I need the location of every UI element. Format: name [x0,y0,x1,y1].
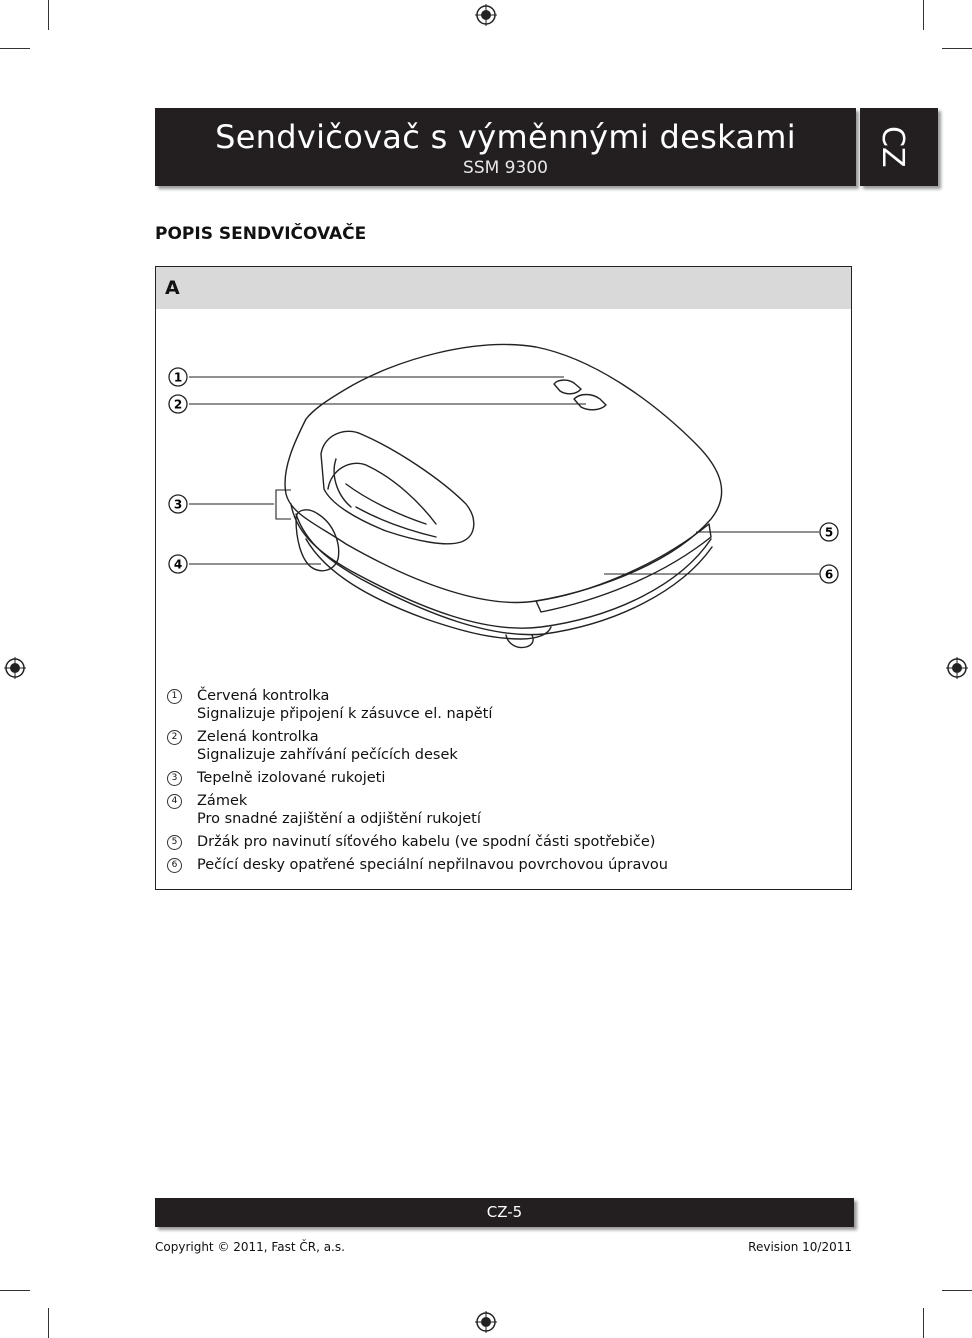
registration-mark-icon [475,4,497,26]
callout-4: 4 [173,557,183,572]
legend-item [167,833,827,851]
registration-mark-icon [946,657,968,679]
crop-mark [0,48,30,49]
figure-header [156,267,851,309]
callout-1: 1 [173,370,183,385]
legend-item [167,687,827,723]
callout-5: 5 [824,525,834,540]
registration-mark-icon [4,657,26,679]
legend-title: Tepelně izolované rukojeti [197,770,386,786]
crop-mark [942,48,972,49]
crop-mark [0,1290,30,1291]
callout-3: 3 [173,497,183,512]
legend-item [167,856,827,874]
callout-2: 2 [173,397,183,412]
legend-item [167,792,827,828]
legend-title: Zelená kontrolka [197,729,319,745]
callout-markers [169,368,838,583]
legend-number: 4 [167,794,182,809]
copyright: Copyright © 2011, Fast ČR, a.s. [155,1240,345,1254]
footer-bar [155,1198,854,1227]
legend-number: 1 [167,689,182,704]
figure-box [155,266,852,890]
revision: Revision 10/2011 [748,1240,852,1254]
crop-mark [923,1308,924,1338]
legend-number: 2 [167,730,182,745]
legend-description: Signalizuje připojení k zásuvce el. napětí [197,706,493,722]
page-number: CZ-5 [486,1203,523,1221]
crop-mark [942,1290,972,1291]
model-number: SSM 9300 [463,158,548,178]
legend-number: 5 [167,835,182,850]
legend-title: Pečící desky opatřené speciální nepřilnavou povrchovou úpravou [197,857,668,873]
legend-title: Zámek [197,793,248,809]
parts-legend [167,687,827,879]
legend-number: 3 [167,771,182,786]
legend-title: Držák pro navinutí síťového kabelu (ve spodní části spotřebiče) [197,834,656,850]
legend-item [167,769,827,787]
page-header [155,108,856,186]
crop-mark [48,1308,49,1338]
page-title: Sendvičovač s výměnnými deskami [215,118,796,156]
sandwich-maker-illustration [156,309,851,709]
language-code: CZ [875,126,910,168]
crop-mark [48,0,49,30]
legend-title: Červená kontrolka [197,688,330,704]
section-title: POPIS SENDVIČOVAČE [155,224,367,244]
crop-mark [923,0,924,30]
language-tab [860,108,938,186]
registration-mark-icon [475,1311,497,1333]
legend-item [167,728,827,764]
legend-number: 6 [167,858,182,873]
legend-description: Pro snadné zajištění a odjištění rukojetí [197,811,481,827]
legend-description: Signalizuje zahřívání pečících desek [197,747,458,763]
callout-6: 6 [824,567,834,582]
figure-label: A [165,277,180,299]
